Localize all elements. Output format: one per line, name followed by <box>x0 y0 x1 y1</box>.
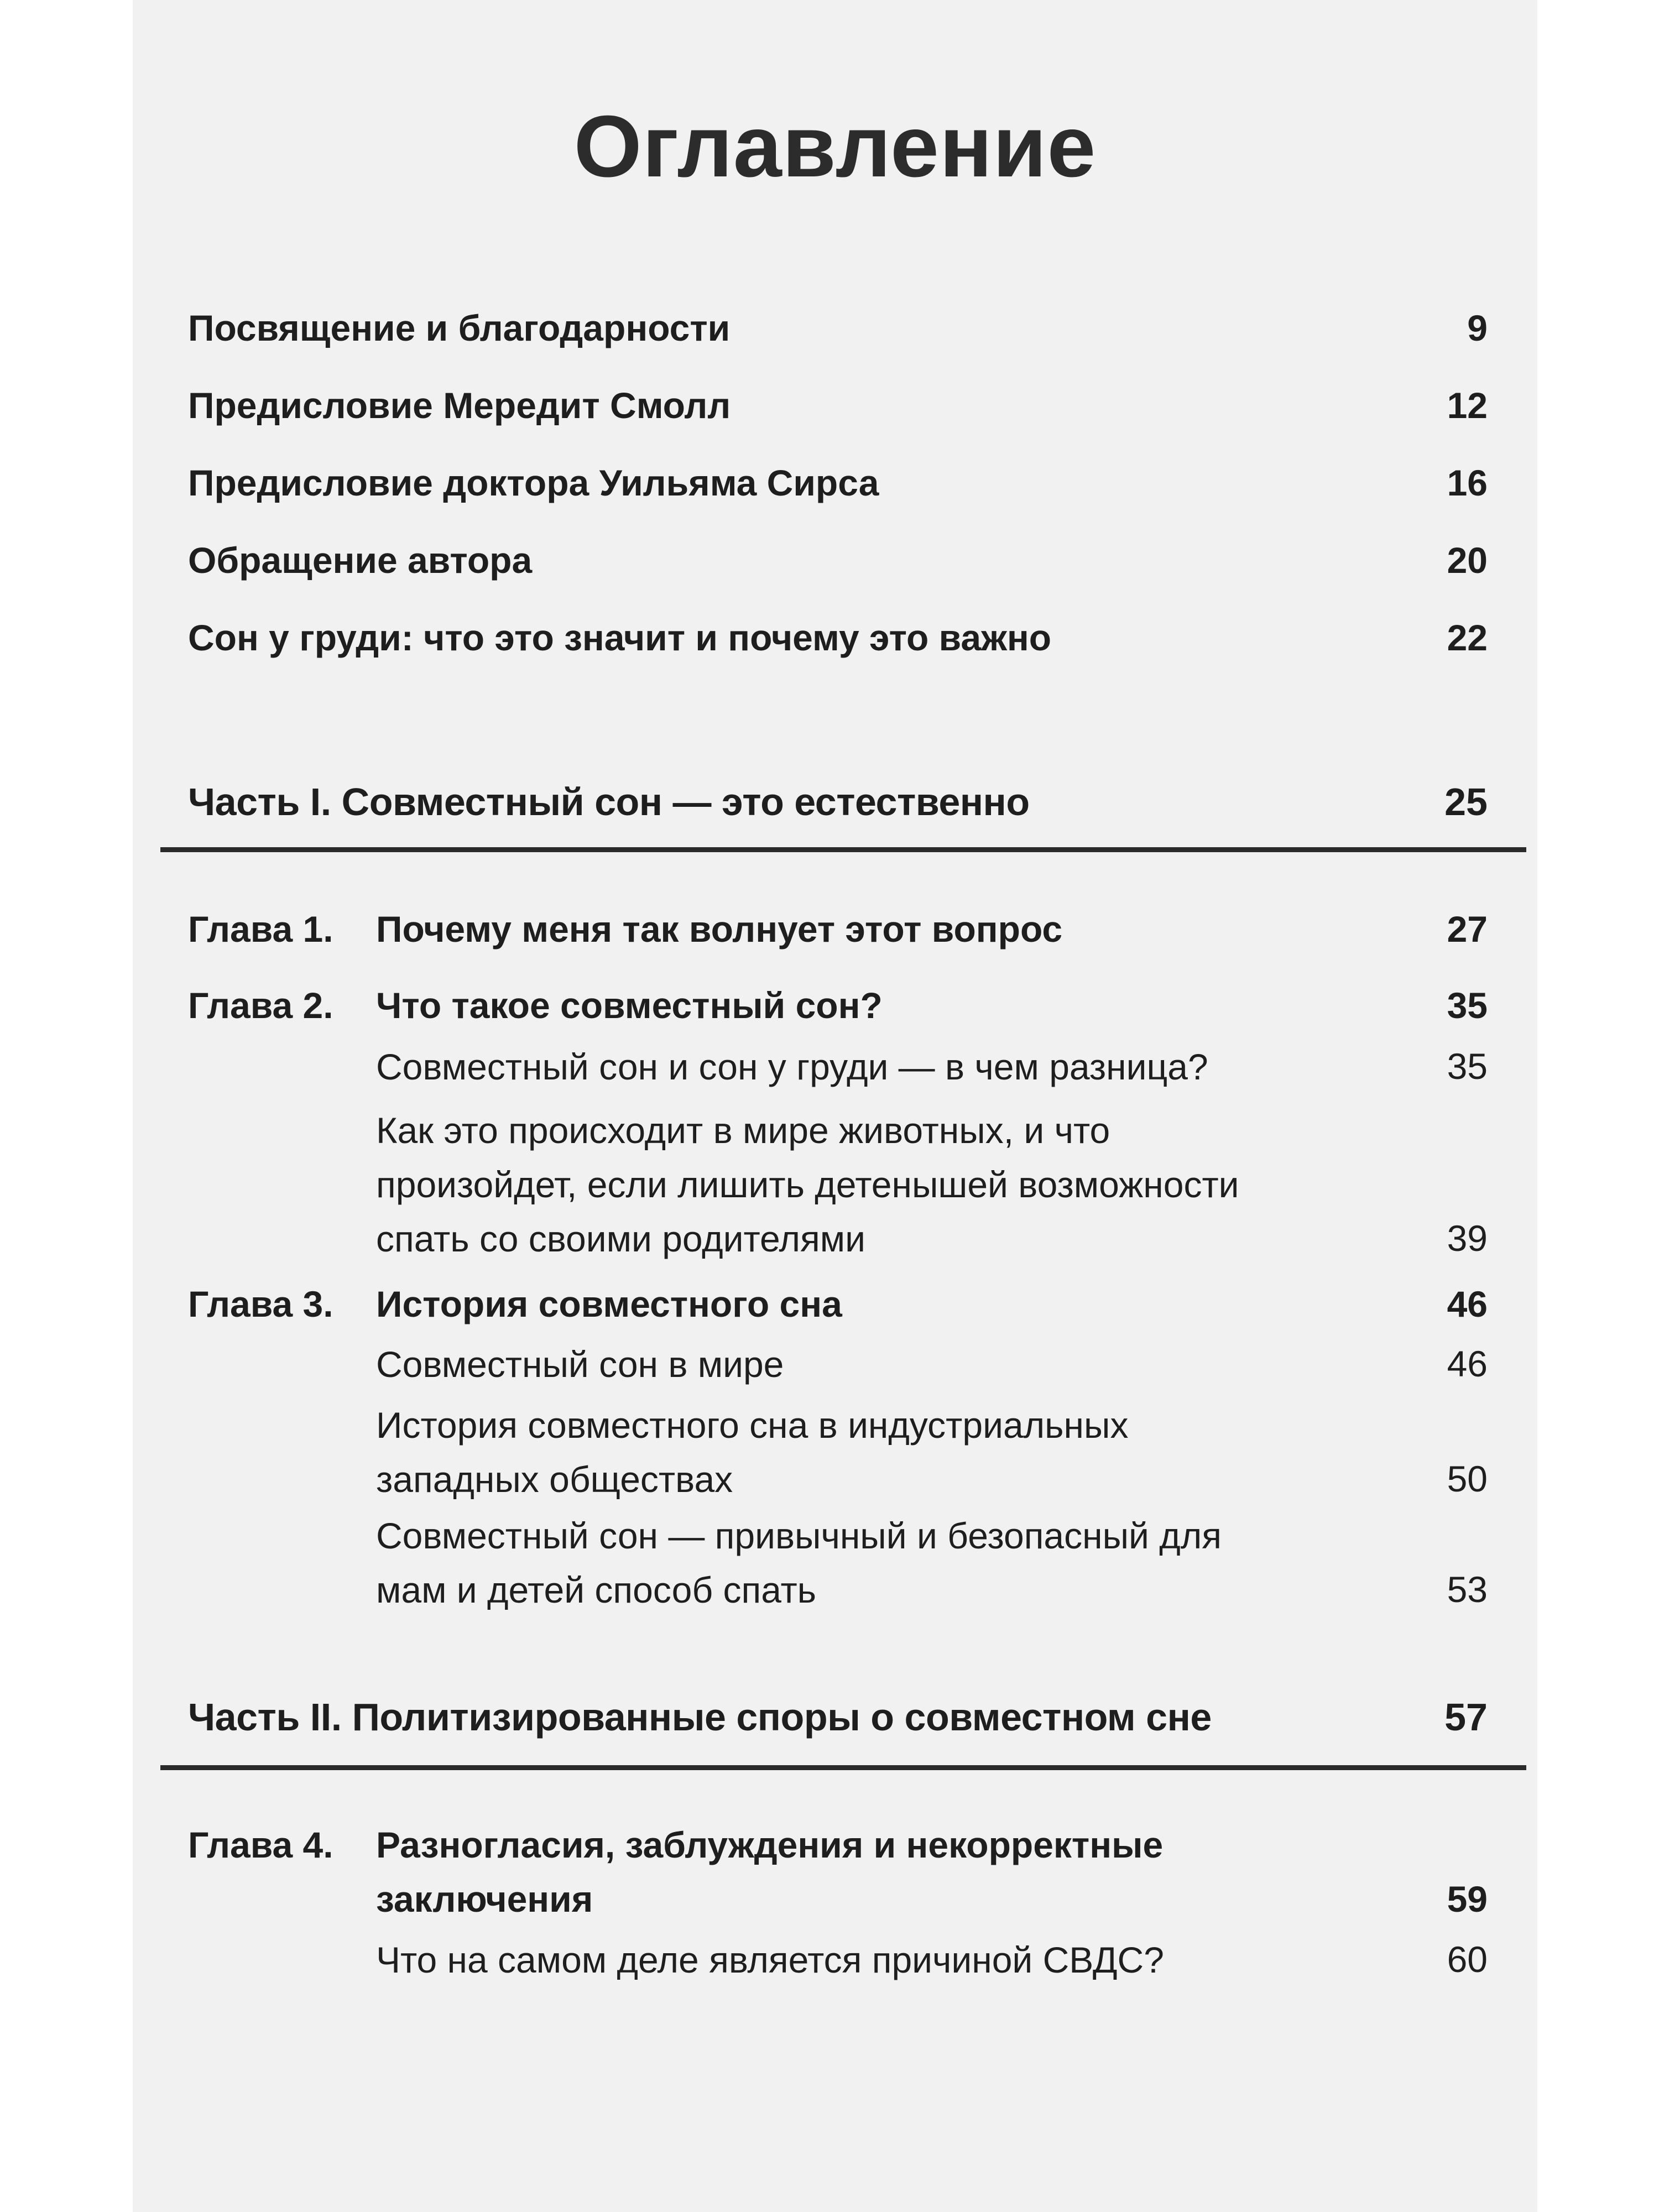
toc-chapter-2-title[interactable]: Что такое совместный сон? <box>376 985 883 1026</box>
toc-chapter-3-label: Глава 3. <box>188 1284 333 1324</box>
right-page-margin <box>1537 0 1659 2212</box>
toc-entry-foreword-sears[interactable]: Предисловие доктора Уильяма Сирса <box>188 462 879 503</box>
toc-page-foreword-sears: 16 <box>1447 462 1488 503</box>
toc-page-section-4-1: 60 <box>1447 1939 1488 1980</box>
toc-page-section-3-2: 50 <box>1447 1458 1488 1499</box>
toc-page-part-1: 25 <box>1444 780 1488 823</box>
toc-part-1[interactable]: Часть I. Совместный сон — это естественно <box>188 780 1030 823</box>
toc-section-2-2-line1[interactable]: Как это происходит в мире животных, и что <box>376 1110 1110 1151</box>
toc-page-section-3-1: 46 <box>1447 1343 1488 1384</box>
toc-page-section-3-3: 53 <box>1447 1569 1488 1610</box>
toc-entry-breastsleeping[interactable]: Сон у груди: что это значит и почему это важно <box>188 617 1052 658</box>
toc-page-breastsleeping: 22 <box>1447 617 1488 658</box>
toc-chapter-1-label: Глава 1. <box>188 909 333 950</box>
toc-entry-dedication[interactable]: Посвящение и благодарности <box>188 307 731 348</box>
toc-page-chapter-1: 27 <box>1447 909 1488 950</box>
toc-section-2-2-line2[interactable]: произойдет, если лишить детенышей возможности <box>376 1164 1239 1205</box>
toc-section-2-2-line3[interactable]: спать со своими родителями <box>376 1218 866 1259</box>
toc-section-3-2-line1[interactable]: История совместного сна в индустриальных <box>376 1405 1129 1446</box>
book-page <box>133 0 1537 2212</box>
toc-entry-foreword-small[interactable]: Предисловие Мередит Смолл <box>188 385 731 426</box>
toc-page-chapter-3: 46 <box>1447 1284 1488 1324</box>
toc-section-4-1[interactable]: Что на самом деле является причиной СВДС? <box>376 1939 1164 1980</box>
toc-section-3-1[interactable]: Совместный сон в мире <box>376 1344 784 1385</box>
toc-page-section-2-1: 35 <box>1447 1046 1488 1087</box>
toc-chapter-1-title[interactable]: Почему меня так волнует этот вопрос <box>376 909 1063 950</box>
toc-chapter-4-title-line1[interactable]: Разногласия, заблуждения и некорректные <box>376 1824 1164 1865</box>
toc-section-3-3-line1[interactable]: Совместный сон — привычный и безопасный для <box>376 1515 1222 1556</box>
toc-part-2[interactable]: Часть II. Политизированные споры о совместном сне <box>188 1695 1212 1739</box>
toc-page-part-2: 57 <box>1444 1695 1488 1739</box>
toc-chapter-4-label: Глава 4. <box>188 1824 333 1865</box>
toc-page-foreword-small: 12 <box>1447 385 1488 426</box>
toc-chapter-2-label: Глава 2. <box>188 985 333 1026</box>
part-1-rule <box>160 847 1526 852</box>
toc-section-2-1[interactable]: Совместный сон и сон у груди — в чем разница? <box>376 1046 1208 1087</box>
toc-page-dedication: 9 <box>1467 307 1488 348</box>
toc-chapter-4-title-line2[interactable]: заключения <box>376 1879 593 1919</box>
toc-page-chapter-4: 59 <box>1447 1879 1488 1919</box>
toc-chapter-3-title[interactable]: История совместного сна <box>376 1284 842 1324</box>
toc-page-section-2-2: 39 <box>1447 1218 1488 1259</box>
page-title: Оглавление <box>573 98 1097 195</box>
toc-entry-author-address[interactable]: Обращение автора <box>188 540 533 581</box>
toc-section-3-2-line2[interactable]: западных обществах <box>376 1459 733 1500</box>
left-page-margin <box>0 0 133 2212</box>
toc-page-chapter-2: 35 <box>1447 985 1488 1026</box>
toc-page-author-address: 20 <box>1447 540 1488 581</box>
part-2-rule <box>160 1765 1526 1770</box>
toc-section-3-3-line2[interactable]: мам и детей способ спать <box>376 1569 817 1610</box>
